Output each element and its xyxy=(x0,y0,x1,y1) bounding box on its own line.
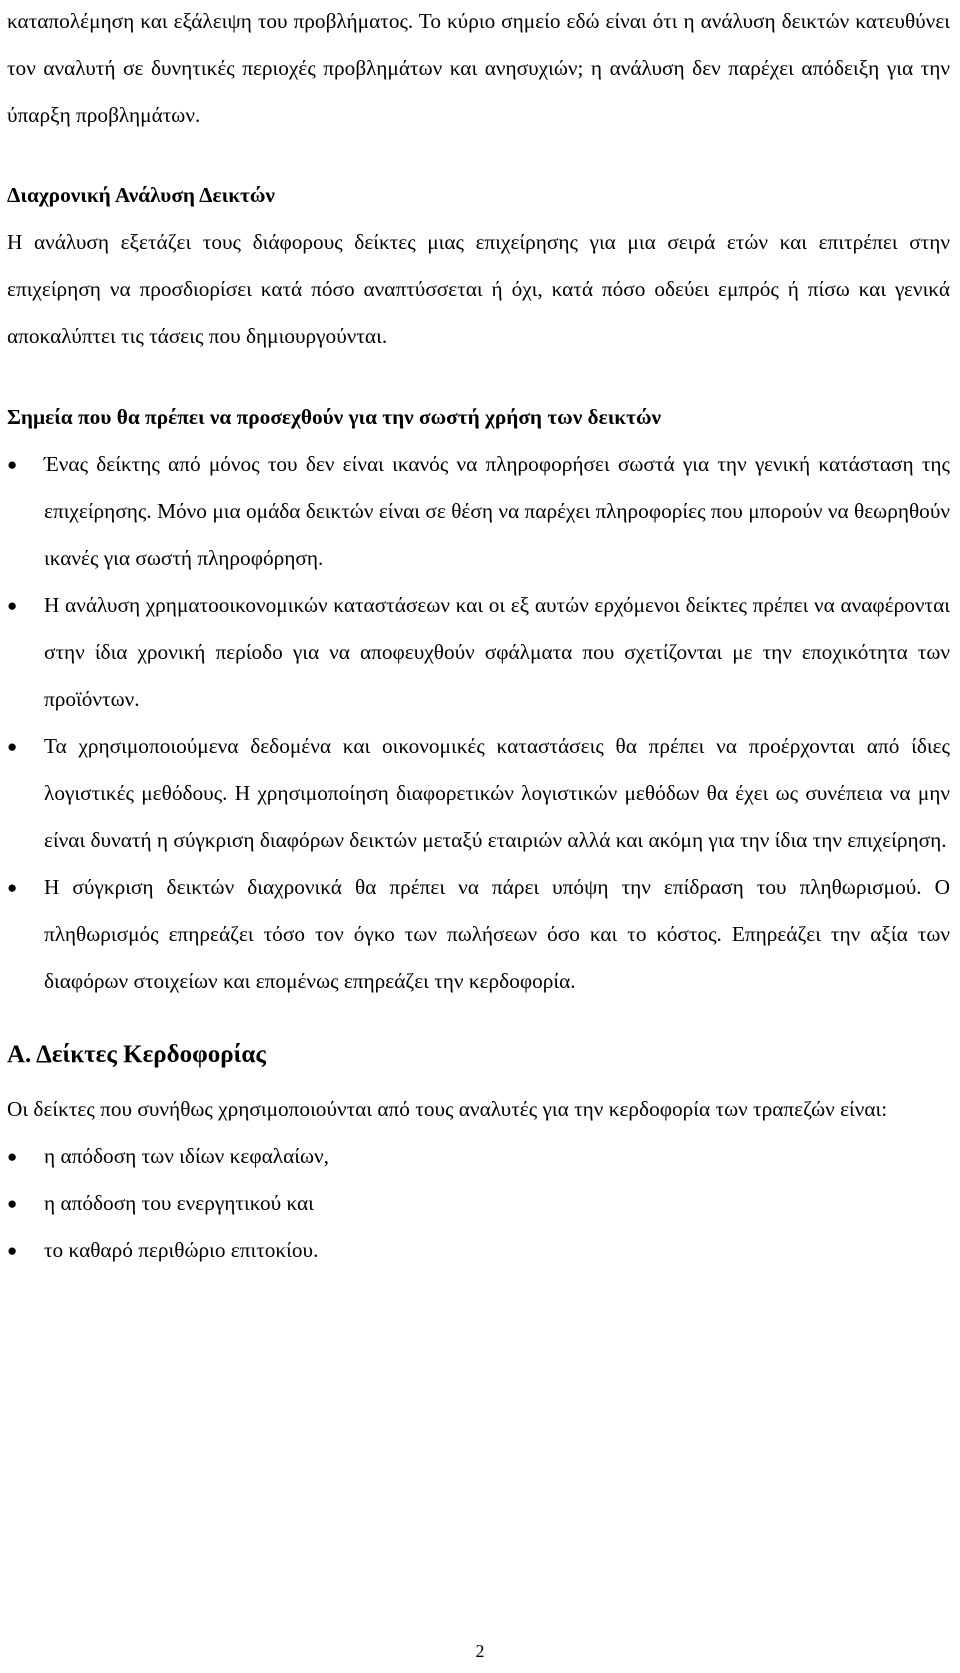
list-item-text: η απόδοση του ενεργητικού και xyxy=(44,1191,314,1215)
bullet-icon: ● xyxy=(7,596,18,615)
bullet-icon: ● xyxy=(7,1147,18,1166)
list-item-text: η απόδοση των ιδίων κεφαλαίων, xyxy=(44,1144,329,1168)
bullet-icon: ● xyxy=(7,1241,18,1260)
intro-paragraph: καταπολέμηση και εξάλειψη του προβλήματος. Το κύριο σημείο εδώ είναι ότι η ανάλυση δεικτών κατευθύνει τον αναλυτή σε δυνητικές περιοχές προβλημάτων και ανησυχιών; η ανάλυση δεν παρέχει απόδειξη για την ύπαρξη προβλημάτων. xyxy=(7,9,950,127)
bullet-icon: ● xyxy=(7,737,18,756)
bullet-icon: ● xyxy=(7,1194,18,1213)
list-item xyxy=(7,864,950,1005)
bullet-list-correct-use xyxy=(7,441,950,1005)
list-item xyxy=(7,1227,950,1274)
list-item xyxy=(7,1180,950,1227)
list-item-text: το καθαρό περιθώριο επιτοκίου. xyxy=(44,1238,319,1262)
list-item xyxy=(7,441,950,582)
page-number: 2 xyxy=(475,1641,485,1661)
section-heading-correct-use: Σημεία που θα πρέπει να προσεχθούν για την σωστή χρήση των δεικτών xyxy=(7,405,662,429)
list-item xyxy=(7,723,950,864)
bullet-list-profitability-ratios xyxy=(7,1133,950,1274)
list-item-text: Η σύγκριση δεικτών διαχρονικά θα πρέπει να πάρει υπόψη την επίδραση του πληθωρισμού. Ο πληθωρισμός επηρεάζει τόσο τον όγκο των πωλήσεων όσο και το κόστος. Επηρεάζει την αξία των διαφόρων στοιχείων και επομένως επηρεάζει την κερδοφορία. xyxy=(44,875,950,993)
list-item-text: Τα χρησιμοποιούμενα δεδομένα και οικονομικές καταστάσεις θα πρέπει να προέρχονται από ίδιες λογιστικές μεθόδους. Η χρησιμοποίηση διαφορετικών λογιστικών μεθόδων θα έχει ως συνέπεια να μην είναι δυνατή η σύγκριση διαφόρων δεικτών μεταξύ εταιριών αλλά και ακόμη για την ίδια την επιχείρηση. xyxy=(44,734,950,852)
list-item xyxy=(7,1133,950,1180)
list-item xyxy=(7,582,950,723)
list-item-text: Ένας δείκτης από μόνος του δεν είναι ικανός να πληροφορήσει σωστά για την γενική κατάσταση της επιχείρησης. Μόνο μια ομάδα δεικτών είναι σε θέση να παρέχει πληροφορίες που μπορούν να θεωρηθούν ικανές για σωστή πληροφόρηση. xyxy=(44,452,950,570)
section-heading-diachronic-analysis: Διαχρονική Ανάλυση Δεικτών xyxy=(7,183,275,207)
section-heading-profitability-ratios: Α. Δείκτες Κερδοφορίας xyxy=(7,1041,266,1068)
section-paragraph-profitability-ratios: Οι δείκτες που συνήθως χρησιμοποιούνται από τους αναλυτές για την κερδοφορία των τραπεζών είναι: xyxy=(7,1097,888,1121)
bullet-icon: ● xyxy=(7,878,18,897)
document-content xyxy=(7,0,950,1274)
bullet-icon: ● xyxy=(7,455,18,474)
list-item-text: Η ανάλυση χρηματοοικονομικών καταστάσεων και οι εξ αυτών ερχόμενοι δείκτες πρέπει να αναφέρονται στην ίδια χρονική περίοδο για να αποφευχθούν σφάλματα που σχετίζονται με την εποχικότητα των προϊόντων. xyxy=(44,593,950,711)
section-paragraph-diachronic-analysis: Η ανάλυση εξετάζει τους διάφορους δείκτες μιας επιχείρησης για μια σειρά ετών και επιτρέπει στην επιχείρηση να προσδιορίσει κατά πόσο αναπτύσσεται ή όχι, κατά πόσο οδεύει εμπρός ή πίσω και γενικά αποκαλύπτει τις τάσεις που δημιουργούνται. xyxy=(7,230,950,348)
